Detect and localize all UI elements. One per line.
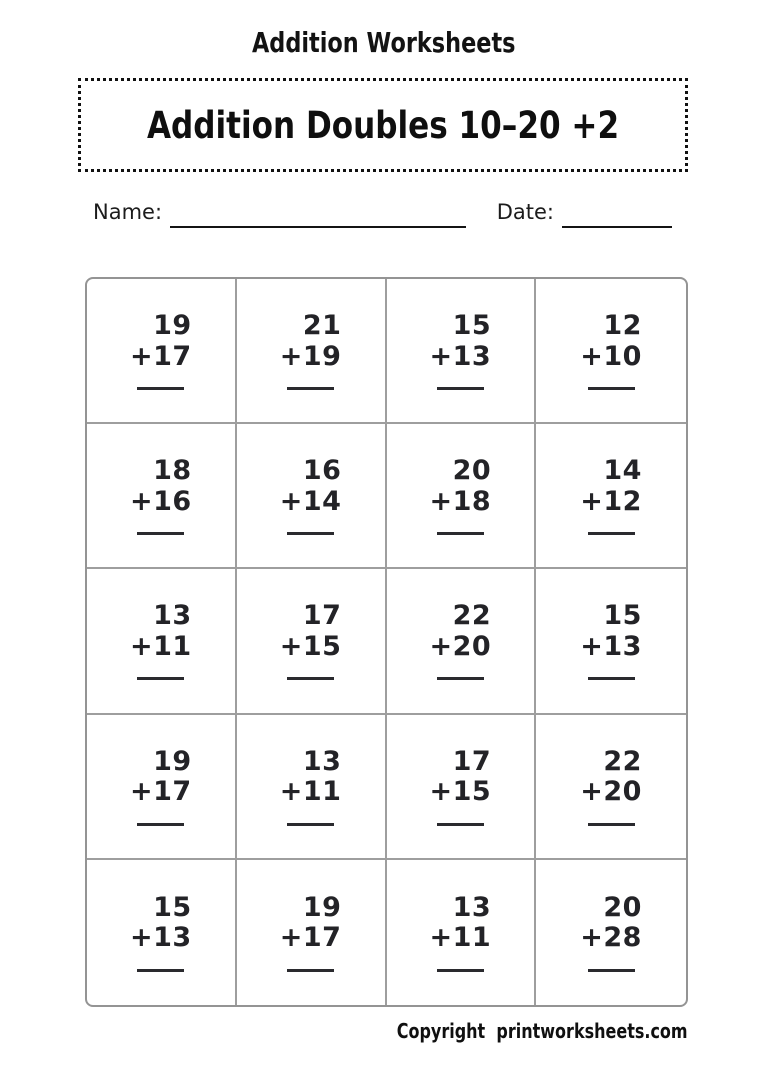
problem-stack — [130, 456, 192, 535]
answer-line — [287, 532, 334, 535]
name-date-row — [93, 200, 672, 225]
addend-top: 15 — [452, 310, 492, 342]
name-underline — [170, 218, 466, 228]
problem-cell — [387, 279, 537, 424]
problem-cell — [536, 424, 686, 569]
answer-line — [588, 823, 635, 826]
addend-bottom: +14 — [279, 485, 342, 517]
answer-line — [437, 969, 484, 972]
problem-cell — [87, 424, 237, 569]
answer-line — [137, 387, 184, 390]
problem-stack — [580, 311, 642, 390]
problem-cell — [237, 424, 387, 569]
problem-stack — [430, 456, 492, 535]
addend-top: 12 — [603, 310, 642, 342]
copyright-label: Copyright — [397, 1019, 486, 1043]
date-label: Date: — [496, 200, 554, 224]
problem-stack — [430, 601, 492, 680]
answer-line — [437, 387, 484, 390]
problem-stack — [280, 311, 342, 390]
answer-line — [437, 677, 484, 680]
addend-top: 22 — [603, 745, 642, 777]
date-field — [497, 200, 672, 225]
problem-cell — [536, 860, 686, 1005]
answer-line — [137, 532, 184, 535]
addend-bottom: +11 — [130, 630, 192, 662]
answer-line — [287, 677, 334, 680]
addend-bottom: +17 — [279, 922, 342, 954]
problem-stack — [280, 893, 342, 972]
answer-line — [437, 532, 484, 535]
problem-cell — [387, 569, 537, 714]
addend-bottom: +11 — [429, 922, 492, 954]
answer-line — [137, 823, 184, 826]
worksheet-header-text: Addition Worksheets — [252, 26, 516, 59]
addend-top: 13 — [153, 600, 192, 632]
problem-cell — [387, 424, 537, 569]
addend-bottom: +28 — [580, 922, 642, 954]
addend-top: 15 — [603, 600, 642, 632]
problem-cell — [87, 860, 237, 1005]
answer-line — [437, 823, 484, 826]
answer-line — [287, 387, 334, 390]
addend-top: 21 — [302, 310, 342, 342]
addend-bottom: +17 — [130, 776, 192, 808]
addend-bottom: +19 — [279, 340, 342, 372]
answer-line — [287, 969, 334, 972]
addend-bottom: +15 — [429, 776, 492, 808]
addend-bottom: +10 — [580, 340, 642, 372]
page-title: Addition Doubles 10–20 +2 — [146, 103, 620, 147]
addend-top: 16 — [302, 455, 342, 487]
addend-bottom: +13 — [580, 630, 642, 662]
addend-top: 20 — [452, 455, 492, 487]
problem-stack — [280, 601, 342, 680]
problem-cell — [536, 715, 686, 860]
date-underline — [562, 218, 672, 228]
footer-credit — [397, 1019, 688, 1043]
site-name: printworksheets.com — [496, 1019, 688, 1043]
worksheet-header — [0, 26, 768, 59]
answer-line — [137, 677, 184, 680]
addend-bottom: +15 — [279, 630, 342, 662]
problem-cell — [237, 569, 387, 714]
problem-stack — [430, 747, 492, 826]
problem-cell — [237, 279, 387, 424]
title-box — [78, 78, 688, 172]
addend-top: 17 — [452, 745, 492, 777]
addend-top: 22 — [452, 600, 492, 632]
problem-stack — [430, 311, 492, 390]
addend-bottom: +20 — [580, 776, 642, 808]
name-label: Name: — [93, 200, 163, 224]
problem-cell — [536, 279, 686, 424]
addend-top: 13 — [302, 745, 342, 777]
answer-line — [287, 823, 334, 826]
addend-top: 17 — [302, 600, 342, 632]
addend-bottom: +13 — [429, 340, 492, 372]
name-field — [93, 200, 466, 225]
answer-line — [588, 387, 635, 390]
problem-cell — [87, 569, 237, 714]
problem-stack — [130, 747, 192, 826]
answer-line — [588, 677, 635, 680]
problem-stack — [580, 456, 642, 535]
problem-cell — [87, 279, 237, 424]
problem-stack — [430, 893, 492, 972]
problem-cell — [387, 860, 537, 1005]
problem-stack — [580, 893, 642, 972]
addend-top: 19 — [153, 745, 192, 777]
addend-top: 15 — [153, 891, 192, 923]
problem-cell — [237, 715, 387, 860]
answer-line — [137, 969, 184, 972]
problem-stack — [280, 747, 342, 826]
addend-top: 13 — [452, 891, 492, 923]
addend-bottom: +11 — [279, 776, 342, 808]
problem-cell — [87, 715, 237, 860]
addend-top: 19 — [302, 891, 342, 923]
problem-cell — [387, 715, 537, 860]
addend-top: 14 — [603, 455, 642, 487]
answer-line — [588, 969, 635, 972]
answer-line — [588, 532, 635, 535]
problem-stack — [130, 311, 192, 390]
problem-cell — [536, 569, 686, 714]
addend-bottom: +13 — [130, 922, 192, 954]
problem-cell — [237, 860, 387, 1005]
problem-stack — [130, 601, 192, 680]
problem-stack — [580, 747, 642, 826]
problem-stack — [280, 456, 342, 535]
addend-top: 20 — [603, 891, 642, 923]
addend-bottom: +12 — [580, 485, 642, 517]
problems-grid — [85, 277, 688, 1007]
addend-bottom: +20 — [429, 630, 492, 662]
problem-stack — [580, 601, 642, 680]
addend-top: 19 — [153, 310, 192, 342]
addend-top: 18 — [153, 455, 192, 487]
addend-bottom: +18 — [429, 485, 492, 517]
addend-bottom: +17 — [130, 340, 192, 372]
problem-stack — [130, 893, 192, 972]
addend-bottom: +16 — [130, 485, 192, 517]
